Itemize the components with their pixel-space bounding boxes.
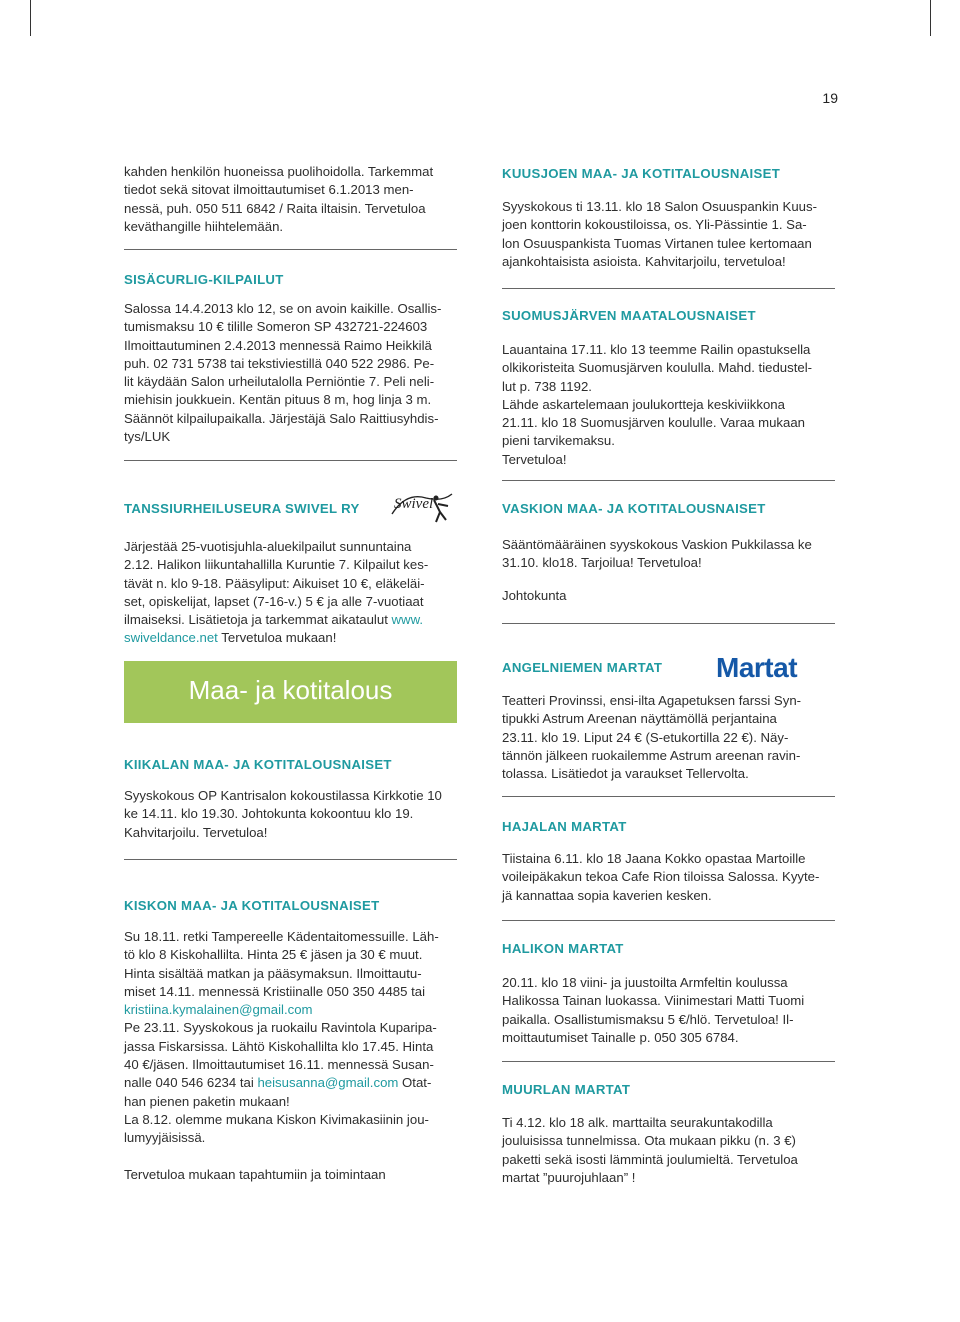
section-heading: KUUSJOEN MAA- JA KOTITALOUSNAISET <box>502 166 781 181</box>
section-heading: KIIKALAN MAA- JA KOTITALOUSNAISET <box>124 757 392 772</box>
section-body <box>124 538 457 648</box>
swivel-website-link[interactable]: www. swiveldance.net <box>124 612 424 646</box>
kisko-email-link-1[interactable]: kristiina.kymalainen@gmail.com <box>124 1002 313 1018</box>
swivel-logo <box>386 484 458 526</box>
kisko-email-link-2[interactable]: heisusanna@gmail.com <box>257 1075 399 1091</box>
section-body <box>124 928 457 1148</box>
category-banner <box>124 661 457 723</box>
section-body: 20.11. klo 18 viini- ja juustoilta Armfeltin koulussa Halikossa Tainan luokassa. Viinimestari Matti Tuomi paikalla. Osallistumismaksu 5 €/hlö. Tervetuloa! Il- moittautumiset Tainalle p. 050 305 6784. <box>502 975 805 1045</box>
page-number: 19 <box>822 90 838 106</box>
section-swivel <box>124 538 457 648</box>
section-muurla <box>502 1082 835 1187</box>
intro-paragraph: kahden henkilön huoneissa puolihoidolla. Tarkemmat tiedot sekä sitovat ilmoittautumiset 6.1.2013 men- nessä, puh. 050 511 6842 / Raita iltaisin. Tervetuloa keväthangille hiihtelemään. <box>124 164 434 234</box>
section-kuusjoki <box>502 166 835 271</box>
section-heading: SUOMUSJÄRVEN MAATALOUSNAISET <box>502 308 756 323</box>
swivel-closing-text: Tervetuloa mukaan! <box>217 630 337 646</box>
section-body: Syyskokous ti 13.11. klo 18 Salon Osuuspankin Kuus- joen konttorin kokoustiloissa, os. Yli-Pässintie 1. Sa- lon Osuuspankista Tuomas Virtanen tulee kertomaan ajankohtaisista asioista. Kahvitarjoilu, tervetuloa! <box>502 199 817 269</box>
divider <box>502 480 835 481</box>
section-suomusjarvi <box>502 308 835 469</box>
section-heading: SISÄCURLIG-KILPAILUT <box>124 272 284 287</box>
section-kisko <box>124 898 457 1184</box>
crop-mark-left <box>30 0 31 36</box>
banner-title: Maa- ja kotitalous <box>188 675 393 705</box>
section-body: Lauantaina 17.11. klo 13 teemme Railin opastuksella olkikoristeita Suomusjärven koululla. Mahd. tiedustel- lut p. 738 1192. Lähde askartelemaan joulukortteja keskiviikkona 21.11. klo 18 Suomusjärven koululle. Varaa mukaan pieni tarvikemaksu. Tervetuloa! <box>502 342 813 467</box>
section-hajala <box>502 819 835 905</box>
martat-logo <box>716 652 831 686</box>
section-sisacurlig <box>124 272 457 446</box>
section-heading: VASKION MAA- JA KOTITALOUSNAISET <box>502 501 766 516</box>
section-halikko <box>502 941 835 1047</box>
kisko-paragraph-2b: Otat- han pienen paketin mukaan! <box>124 1075 432 1109</box>
kisko-paragraph-3: La 8.12. olemme mukana Kiskon Kivimakasiinin jou- lumyyjäisissä. <box>124 1111 429 1146</box>
section-body: Salossa 14.4.2013 klo 12, se on avoin kaikille. Osallis- tumismaksu 10 € tilille Someron SP 432721-224603 Ilmoittautuminen 2.4.2013 mennessä Raimo Heikkilä puh. 02 731 5738 tai tekstiviestillä 040 522 2986. Pe- lit käydään Salon urheilutalolla Perniöntie 7. Peli neli- miehisin joukkuein. Kentän pituus 8 m, hog linja 3 m. Säännöt kilpailupaikalla. Järjestäjä Salo Raittiusyhdis- tys/LUK <box>124 301 442 445</box>
crop-mark-right <box>930 0 931 36</box>
section-heading: HAJALAN MARTAT <box>502 819 627 834</box>
divider <box>502 623 835 624</box>
divider <box>502 920 835 921</box>
divider <box>124 460 457 461</box>
section-heading: MUURLAN MARTAT <box>502 1082 631 1097</box>
section-angelniemi <box>502 692 835 783</box>
section-signature: Johtokunta <box>502 587 567 603</box>
section-vaskio <box>502 501 835 605</box>
kisko-paragraph-1: Su 18.11. retki Tampereelle Kädentaitomessuille. Läh- tö klo 8 Kiskohallilta. Hinta 25 € jäsen ja 30 € muut. Hinta sisältää matkan ja pääsymaksun. Ilmoittautu- miset 14.11. mennessä Kristiinalle 050 350 4485 tai <box>124 929 439 999</box>
section-body: Teatteri Provinssi, ensi-ilta Agapetuksen farssi Syn- tipukki Astrum Areenan näyttämöllä perjantaina 23.11. klo 19. Liput 24 € (S-etukortilla 22 €). Näy- tännön jälkeen ruokailemme Astrum areenan ravin- tolassa. Lisätiedot ja varaukset Tellervolta. <box>502 693 802 782</box>
section-heading: TANSSIURHEILUSEURA SWIVEL RY <box>124 501 360 516</box>
section-kiikala <box>124 757 457 842</box>
section-heading: ANGELNIEMEN MARTAT <box>502 660 663 675</box>
divider <box>124 859 457 860</box>
swivel-logo-text: Swivel <box>394 496 434 512</box>
section-body: Syyskokous OP Kantrisalon kokoustilassa Kirkkotie 10 ke 14.11. klo 19.30. Johtokunta kokoontuu klo 19. Kahvitarjoilu. Tervetuloa! <box>124 788 442 840</box>
divider <box>502 288 835 289</box>
martat-logo-text: Martat <box>716 652 798 683</box>
angelniemi-heading-wrap <box>502 660 702 675</box>
section-body: Ti 4.12. klo 18 alk. marttailta seurakuntakodilla jouluisissa tunnelmissa. Ota mukaan pikku (n. 3 €) paketti sekä isosti lämmintä joulumieltä. Tervetuloa martat ”puurojuhlaan” ! <box>502 1115 798 1185</box>
kisko-closing: Tervetuloa mukaan tapahtumiin ja toimintaan <box>124 1166 386 1182</box>
swivel-body-text: Järjestää 25-vuotisjuhla-aluekilpailut sunnuntaina 2.12. Halikon liikuntahallilla Kuruntie 7. Kilpailut kes- tävät n. klo 9-18. Pääsyliput: Aikuiset 10 €, eläkeläi- set, opiskelijat, lapset (7-16-v.) 5 € ja alle 7-vuotiaat ilmaiseksi. Lisätietoja ja tarkemmat aikataulut <box>124 539 429 628</box>
divider <box>502 1061 835 1062</box>
intro-text <box>124 163 457 236</box>
section-heading: HALIKON MARTAT <box>502 941 624 956</box>
section-body: Sääntömääräinen syyskokous Vaskion Pukkilassa ke 31.10. klo18. Tarjoilua! Tervetuloa! <box>502 537 812 571</box>
divider <box>502 796 835 797</box>
section-body: Tiistaina 6.11. klo 18 Jaana Kokko opastaa Martoille voileipäkakun tekoa Cafe Rion tiloissa Salossa. Kyyte- jä kannattaa sopia kaverien kesken. <box>502 851 820 903</box>
divider <box>124 249 457 250</box>
swivel-heading-wrap <box>124 501 384 516</box>
section-heading: KISKON MAA- JA KOTITALOUSNAISET <box>124 898 380 913</box>
kisko-paragraph-2: Pe 23.11. Syyskokous ja ruokailu Ravintola Kuparipa- jassa Fiskarsissa. Lähtö Kiskohallilta klo 17.45. Hinta 40 €/jäsen. Ilmoittautumiset 16.11. mennessä Susan- nalle 040 546 6234 tai <box>124 1020 437 1091</box>
